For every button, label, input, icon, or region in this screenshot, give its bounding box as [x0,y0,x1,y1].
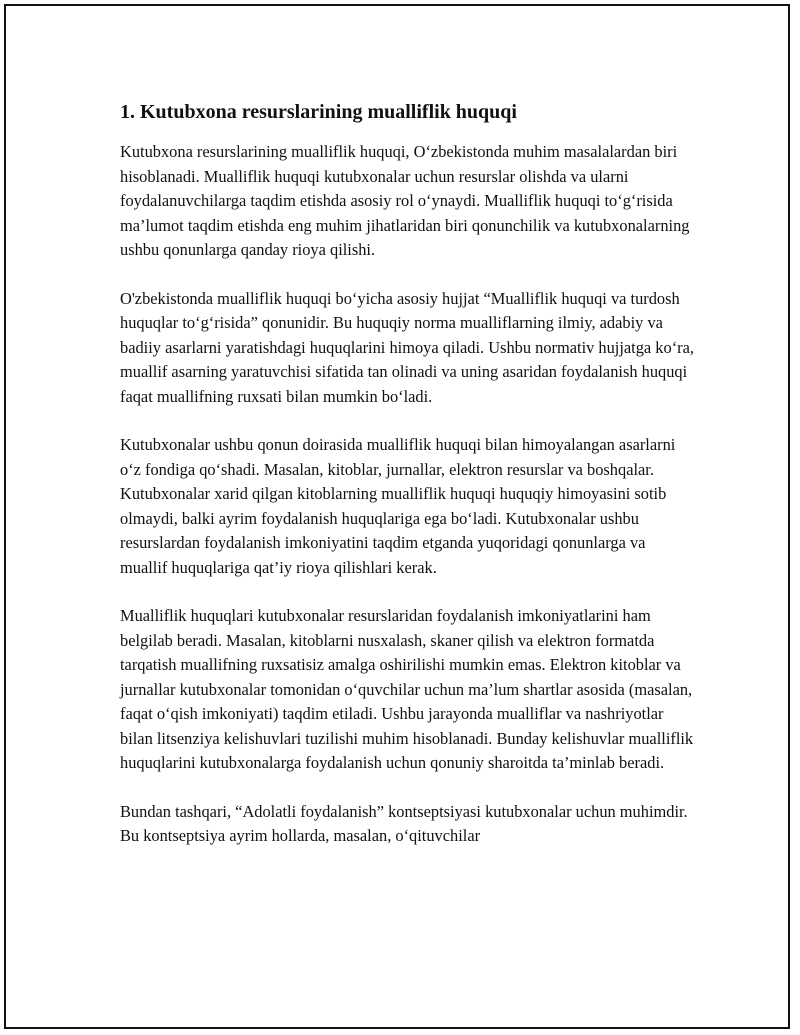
document-body [120,99,694,849]
document-page [4,4,790,1029]
paragraph-2: O'zbekistonda mualliflik huquqi bo‘yicha asosiy hujjat “Mualliflik huquqi va turdosh huquqlar to‘g‘risida” qonunidir. Bu huquqiy norma mualliflarning ilmiy, adabiy va badiiy asarlarni yaratishdagi huquqlarini himoya qiladi. Ushbu normativ hujjatga ko‘ra, muallif asarning yaratuvchisi sifatida tan olinadi va uning asaridan foydalanish huquqi faqat muallifning ruxsati bilan mumkin bo‘ladi. [120,288,694,406]
paragraph-3: Kutubxonalar ushbu qonun doirasida mualliflik huquqi bilan himoyalangan asarlarni o‘z fondiga qo‘shadi. Masalan, kitoblar, jurnallar, elektron resurslar va boshqalar. Kutubxonalar xarid qilgan kitoblarning mualliflik huquqi huquqiy himoyasini sotib olmaydi, balki ayrim foydalanish huquqlariga ega bo‘ladi. Kutubxonalar ushbu resurslardan foydalanish imkoniyatini taqdim etganda yuqoridagi qonunlarga va muallif huquqlariga qat’iy rioya qilishlari kerak. [120,435,676,577]
paragraph-5: Bundan tashqari, “Adolatli foydalanish” kontseptsiyasi kutubxonalar uchun muhimdir. Bu kontseptsiya ayrim hollarda, masalan, o‘qituvchilar [120,801,688,845]
paragraph-1: Kutubxona resurslarining mualliflik huquqi, O‘zbekistonda muhim masalalardan biri hisoblanadi. Mualliflik huquqi kutubxonalar uchun resurslar olishda va ularni foydalanuvchilarga taqdim etishda asosiy rol o‘ynaydi. Mualliflik huquqi to‘g‘risida ma’lumot taqdim etishda eng muhim jihatlaridan biri qonunchilik va kutubxonalarning ushbu qonunlarga qanday rioya qilishi. [120,142,690,259]
paragraph-4: Mualliflik huquqlari kutubxonalar resurslaridan foydalanish imkoniyatlarini ham belgilab beradi. Masalan, kitoblarni nusxalash, skaner qilish va elektron formatda tarqatish muallifning ruxsatisiz amalga oshirilishi mumkin emas. Elektron kitoblar va jurnallar kutubxonalar tomonidan o‘quvchilar uchun ma’lum shartlar asosida (masalan, faqat o‘qish imkoniyati) taqdim etiladi. Ushbu jarayonda mualliflar va nashriyotlar bilan litsenziya kelishuvlari tuzilishi muhim hisoblanadi. Bunday kelishuvlar mualliflik huquqlarini kutubxonalarga foydalanish uchun qonuniy sharoitda ta’minlab beradi. [120,606,694,772]
section-heading: 1. Kutubxona resurslarining mualliflik huquqi [120,101,517,123]
